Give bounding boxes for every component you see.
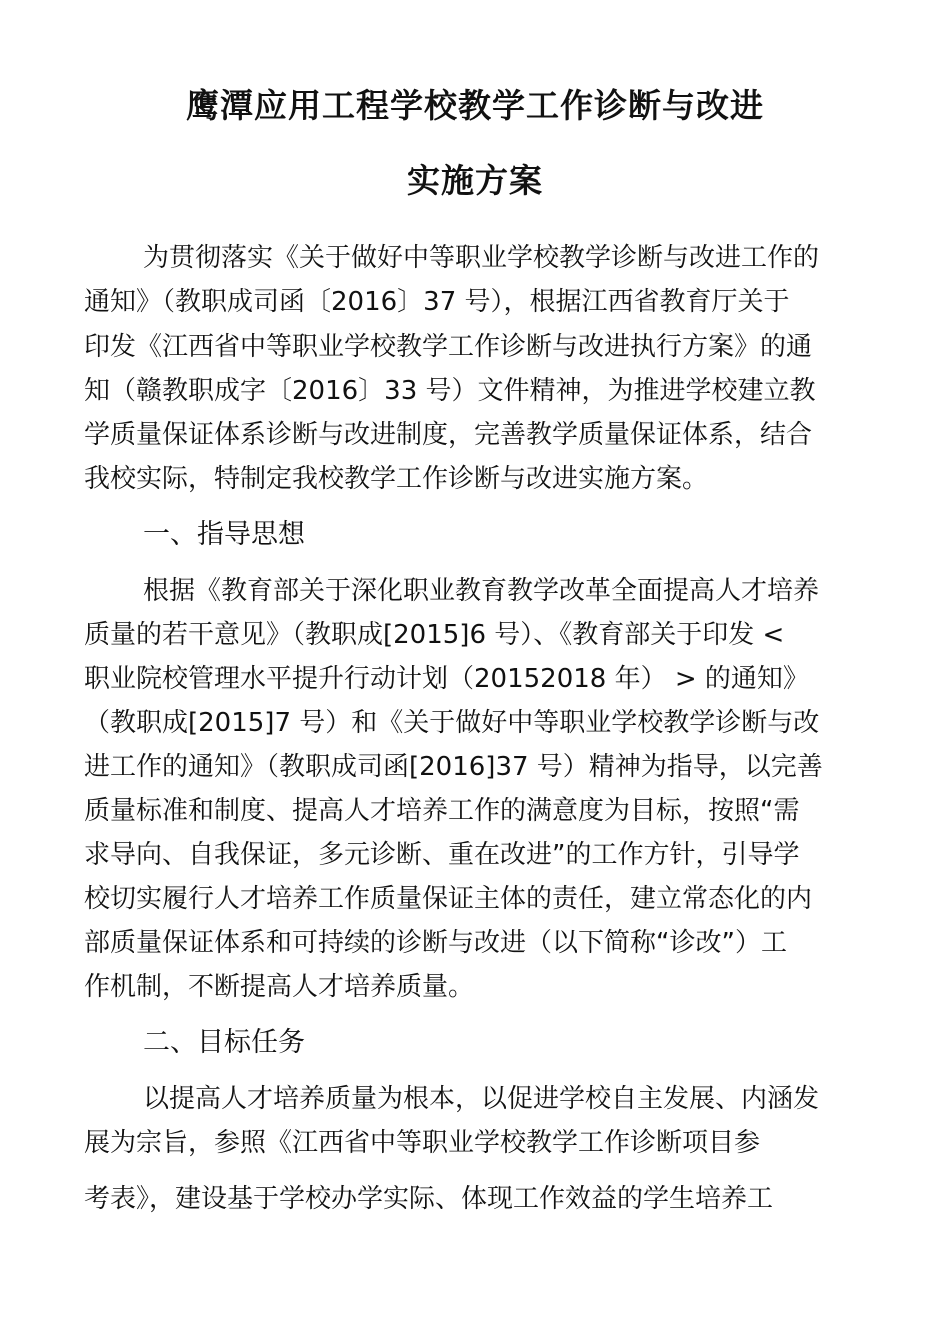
document-title-line1: 鹰潭应用工程学校教学工作诊断与改进 <box>186 86 764 125</box>
section2-line: 展为宗旨，参照《江西省中等职业学校教学工作诊断项目参 <box>84 1128 761 1158</box>
section2-line: 考表》，建设基于学校办学实际、体现工作效益的学生培养工 <box>84 1184 774 1214</box>
intro-line: 我校实际，特制定我校教学工作诊断与改进实施方案。 <box>84 464 709 494</box>
section1-line: （教职成[2015]7 号）和《关于做好中等职业学校教学诊断与改 <box>84 708 820 738</box>
intro-line: 知（赣教职成字〔2016〕33 号）文件精神，为推进学校建立教 <box>84 376 816 406</box>
section1-line: 求导向、自我保证，多元诊断、重在改进”的工作方针，引导学 <box>84 840 800 870</box>
section-heading-goals-tasks: 二、目标任务 <box>143 1027 305 1058</box>
intro-line: 为贯彻落实《关于做好中等职业学校教学诊断与改进工作的 <box>143 243 820 273</box>
section1-line: 质量标准和制度、提高人才培养工作的满意度为目标，按照“需 <box>84 796 800 826</box>
section1-line: 作机制，不断提高人才培养质量。 <box>84 972 475 1002</box>
section1-line: 职业院校管理水平提升行动计划（20152018 年） > 的通知》 <box>84 664 809 694</box>
section1-line: 校切实履行人才培养工作质量保证主体的责任，建立常态化的内 <box>84 884 813 914</box>
intro-line: 通知》（教职成司函〔2016〕37 号），根据江西省教育厅关于 <box>84 287 790 317</box>
section-heading-guiding-ideology: 一、指导思想 <box>143 519 305 550</box>
intro-line: 印发《江西省中等职业学校教学工作诊断与改进执行方案》的通 <box>84 332 813 362</box>
section1-line: 根据《教育部关于深化职业教育教学改革全面提高人才培养 <box>143 576 820 606</box>
document-title-line2: 实施方案 <box>407 161 543 200</box>
section1-line: 质量的若干意见》（教职成[2015]6 号）、《教育部关于印发 < <box>84 620 785 650</box>
section2-line: 以提高人才培养质量为根本，以促进学校自主发展、内涵发 <box>143 1084 820 1114</box>
section1-line: 部质量保证体系和可持续的诊断与改进（以下简称“诊改”）工 <box>84 928 787 958</box>
intro-line: 学质量保证体系诊断与改进制度，完善教学质量保证体系，结合 <box>84 420 813 450</box>
section1-line: 进工作的通知》（教职成司函[2016]37 号）精神为指导，以完善 <box>84 752 823 782</box>
